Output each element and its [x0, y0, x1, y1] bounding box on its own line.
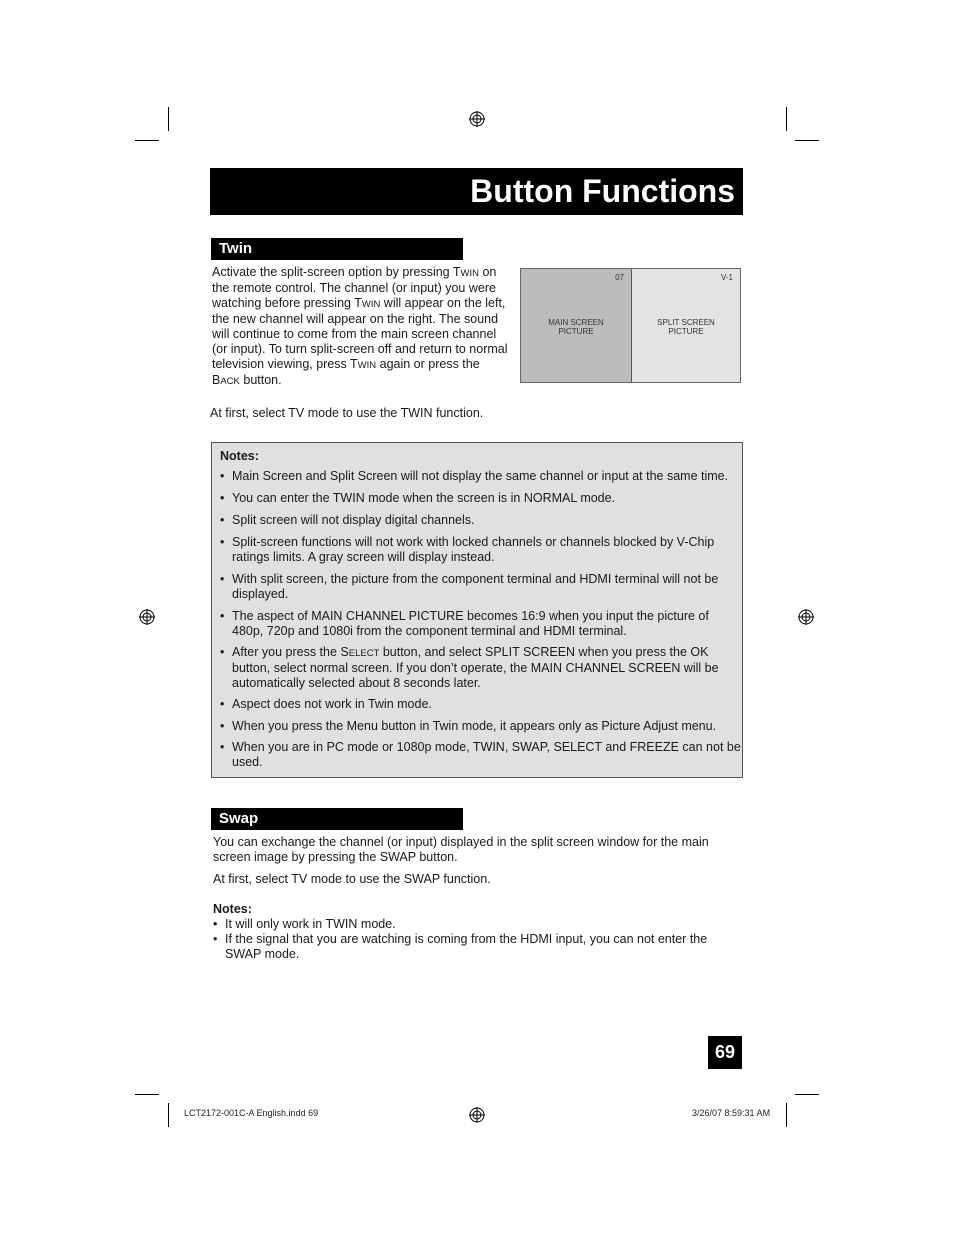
split-screen-label: SPLIT SCREEN PICTURE	[657, 318, 715, 336]
main-screen-panel	[521, 269, 632, 382]
bullet-icon: •	[213, 917, 218, 931]
bullet-icon: •	[220, 740, 225, 754]
main-screen-label: MAIN SCREEN PICTURE	[548, 318, 604, 336]
bullet-icon: •	[220, 572, 225, 586]
crop-mark	[168, 1103, 169, 1127]
bullet-icon: •	[220, 513, 225, 527]
split-screen-panel	[632, 269, 740, 382]
footer-file: LCT2172-001C-A English.indd 69	[184, 1108, 319, 1118]
crop-mark	[786, 1103, 787, 1127]
page-number: 69	[708, 1036, 742, 1069]
channel-number: 07	[615, 273, 624, 282]
crop-mark	[135, 140, 159, 141]
bullet-icon: •	[220, 609, 225, 623]
bullet-icon: •	[220, 719, 225, 733]
swap-heading: Swap	[211, 808, 463, 830]
twin-description: Activate the split-screen option by pressing TWIN on the remote control. The channel (or input) you were watching before pressing TWIN will appear on the left, the new channel will appear on the right. The sound will continue to come from the main screen channel (or input). To turn split-screen off and return to normal television viewing, press TWIN again or press the BACK button.	[212, 265, 508, 387]
bullet-icon: •	[220, 535, 225, 549]
crosshair-circle-icon	[139, 609, 155, 625]
crosshair-circle-icon	[469, 1107, 485, 1123]
bullet-icon: •	[220, 645, 225, 659]
split-screen-figure	[520, 268, 741, 383]
crosshair-circle-icon	[469, 111, 485, 127]
swap-instruction: At first, select TV mode to use the SWAP function.	[213, 872, 491, 886]
input-label: V-1	[720, 273, 733, 282]
crosshair-circle-icon	[798, 609, 814, 625]
twin-notes-box: Notes: • Main Screen and Split Screen will not display the same channel or input at the same time. • You can enter the TWIN mode when the screen is in NORMAL mode. • Split screen will not display digital channels. • Split-screen functions will not work with locked channels or channels blocked by V-Chip ratings limits. A gray screen will display instead. • With split screen, the picture from the component terminal and HDMI terminal will not be displayed. • The aspect of MAIN CHANNEL PICTURE becomes 16:9 when you input the picture of 480p, 720p and 1080i from the component terminal and HDMI terminal. • After you press the SELECT button, and select SPLIT SCREEN when you press the OK button, select normal screen. If you don’t operate, the MAIN CHANNEL SCREEN will be automatically selected about 8 seconds later. • Aspect does not work in Twin mode. • When you press the Menu button in Twin mode, it appears only as Picture Adjust menu. • When you are in PC mode or 1080p mode, TWIN, SWAP, SELECT and FREEZE can not be used.	[211, 442, 743, 778]
swap-notes-title: Notes:	[213, 902, 252, 916]
notes-title: Notes:	[220, 449, 259, 463]
crop-mark	[795, 1094, 819, 1095]
crop-mark	[168, 107, 169, 131]
swap-description: You can exchange the channel (or input) displayed in the split screen window for the main screen image by pressing the SWAP button.	[213, 835, 709, 864]
twin-heading: Twin	[211, 238, 463, 260]
bullet-icon: •	[213, 932, 218, 946]
footer-date: 3/26/07 8:59:31 AM	[692, 1108, 771, 1118]
crop-mark	[795, 140, 819, 141]
bullet-icon: •	[220, 697, 225, 711]
crop-mark	[786, 107, 787, 131]
page-title: Button Functions	[210, 168, 743, 215]
bullet-icon: •	[220, 491, 225, 505]
twin-instruction: At first, select TV mode to use the TWIN function.	[210, 406, 484, 420]
bullet-icon: •	[220, 469, 225, 483]
select-note-text: After you press the SELECT button, and select SPLIT SCREEN when you press the OK button, select normal screen. If you don’t operate, the MAIN CHANNEL SCREEN will be automatically selected about 8 seconds later.	[232, 645, 719, 690]
crop-mark	[135, 1094, 159, 1095]
